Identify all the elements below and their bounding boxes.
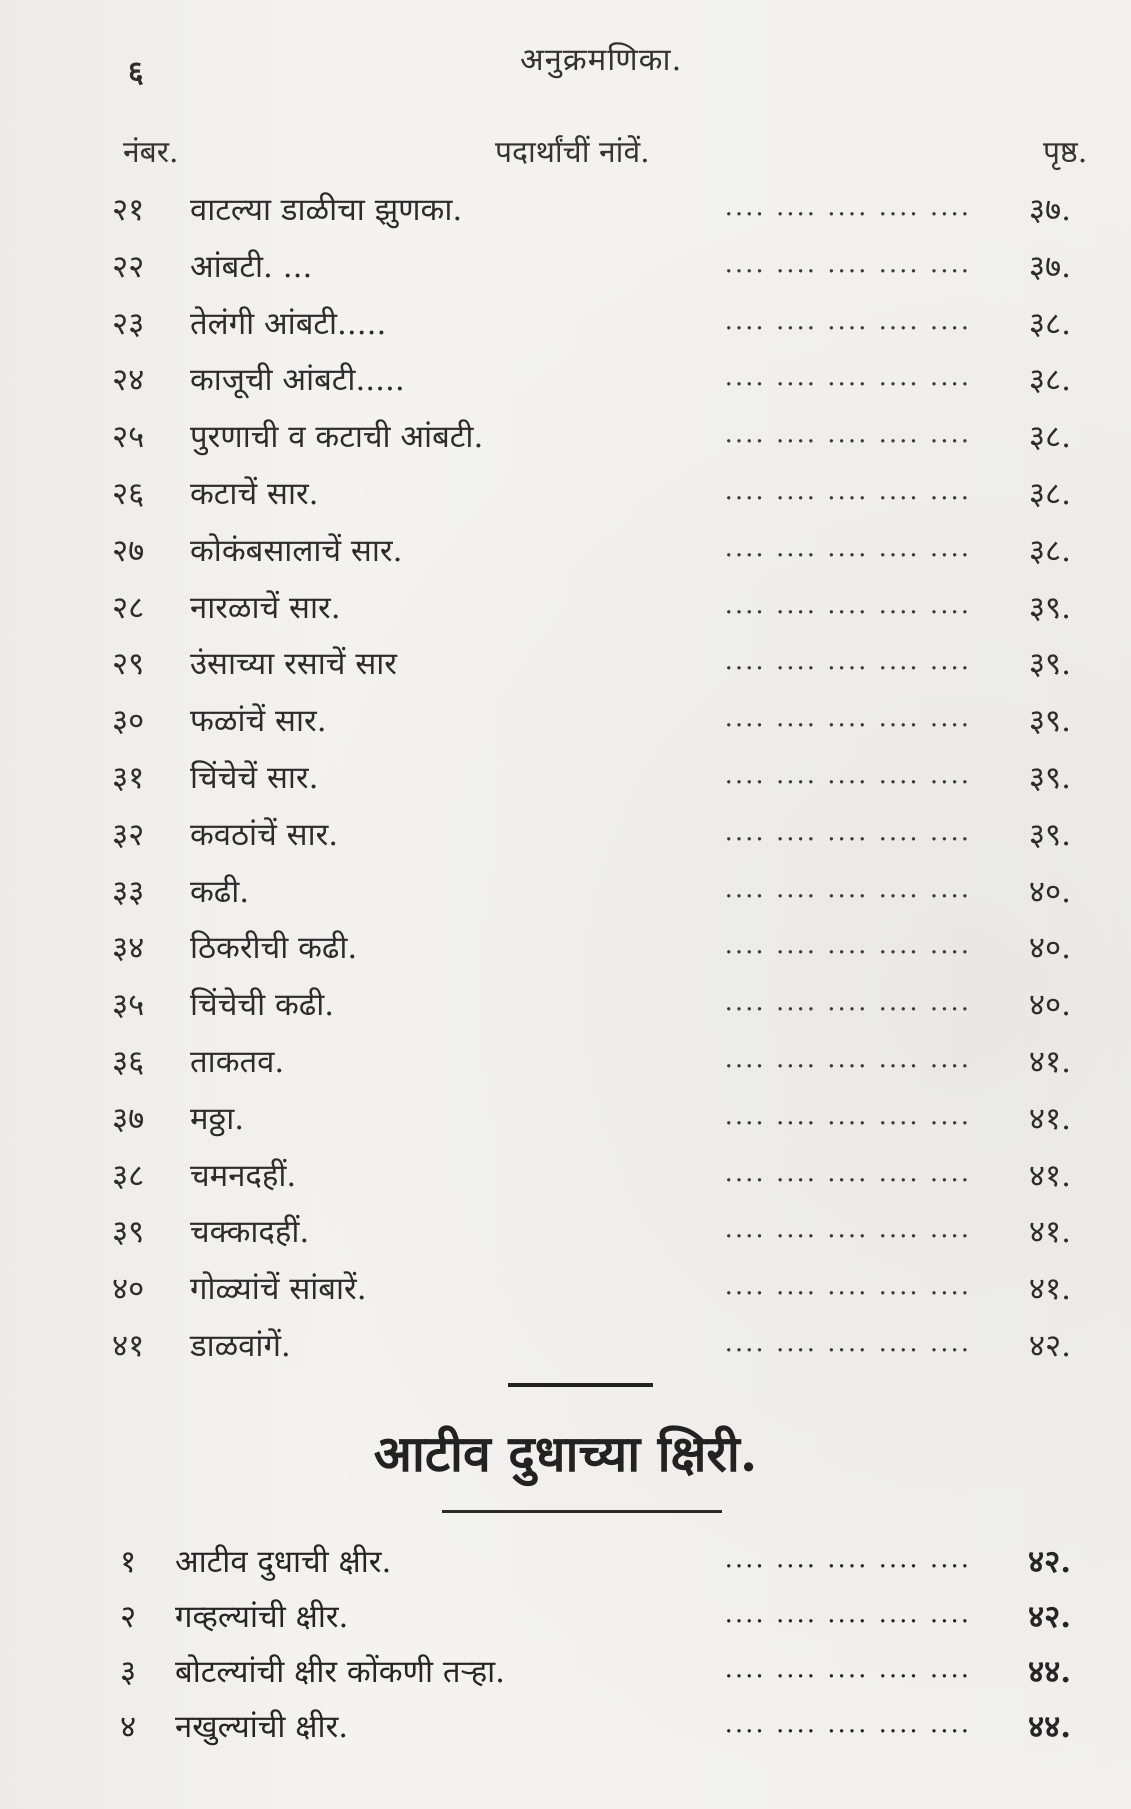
entry-number: ३९ bbox=[112, 1214, 145, 1250]
column-header-name: पदार्थांचीं नांवें. bbox=[495, 135, 650, 170]
entry-page: ३९. bbox=[1028, 760, 1071, 796]
entry-name: गोळ्यांचें सांबारें. bbox=[190, 1271, 367, 1307]
entry-page: ४१. bbox=[1028, 1158, 1071, 1194]
dot-leader: .... .... .... .... .... bbox=[724, 930, 971, 960]
entry-number: २ bbox=[120, 1599, 137, 1635]
toc-entry bbox=[0, 358, 1131, 414]
toc-entry bbox=[0, 245, 1131, 301]
entry-name: नारळाचें सार. bbox=[190, 590, 341, 626]
entry-page: ३८. bbox=[1028, 533, 1071, 569]
entry-page: ३८. bbox=[1028, 306, 1071, 342]
entry-page: ४१. bbox=[1028, 1271, 1071, 1307]
toc-entry bbox=[0, 813, 1131, 869]
entry-page: ३८. bbox=[1028, 419, 1071, 455]
entry-page: ३९. bbox=[1028, 817, 1071, 853]
section-divider-bottom bbox=[442, 1510, 722, 1513]
dot-leader: .... .... .... .... .... bbox=[724, 874, 971, 904]
entry-number: ३६ bbox=[112, 1044, 145, 1080]
dot-leader: .... .... .... .... .... bbox=[724, 703, 971, 733]
entry-page: ४१. bbox=[1028, 1044, 1071, 1080]
entry-name: काजूची आंबटी..... bbox=[190, 362, 405, 398]
entry-number: ३२ bbox=[112, 817, 145, 853]
entry-page: ३९. bbox=[1028, 590, 1071, 626]
dot-leader: .... .... .... .... .... bbox=[724, 760, 971, 790]
toc-entry bbox=[0, 1705, 1131, 1761]
entry-name: ठिकरीची कढी. bbox=[190, 930, 358, 966]
entry-number: २८ bbox=[112, 590, 145, 626]
toc-entry bbox=[0, 756, 1131, 812]
toc-entry bbox=[0, 1650, 1131, 1706]
toc-entry bbox=[0, 983, 1131, 1039]
entry-name: वाटल्या डाळीचा झुणका. bbox=[190, 192, 463, 228]
entry-name: मठ्ठा. bbox=[190, 1101, 245, 1137]
toc-entry bbox=[0, 699, 1131, 755]
dot-leader: .... .... .... .... .... bbox=[724, 419, 971, 449]
dot-leader: .... .... .... .... .... bbox=[724, 1044, 971, 1074]
entry-name: कवठांचें सार. bbox=[190, 817, 339, 853]
entry-name: कोकंबसालाचें सार. bbox=[190, 533, 403, 569]
entry-page: ३८. bbox=[1028, 362, 1071, 398]
dot-leader: .... .... .... .... .... bbox=[724, 817, 971, 847]
dot-leader: .... .... .... .... .... bbox=[724, 249, 971, 279]
toc-entry bbox=[0, 1040, 1131, 1096]
toc-entry bbox=[0, 926, 1131, 982]
entry-page: ३९. bbox=[1028, 646, 1071, 682]
dot-leader: .... .... .... .... .... bbox=[724, 1214, 971, 1244]
dot-leader: .... .... .... .... .... bbox=[724, 987, 971, 1017]
toc-entry bbox=[0, 1324, 1131, 1380]
entry-name: चक्कादहीं. bbox=[190, 1214, 310, 1250]
toc-entry bbox=[0, 1540, 1131, 1596]
entry-page: ४१. bbox=[1028, 1101, 1071, 1137]
entry-name: पुरणाची व कटाची आंबटी. bbox=[190, 419, 484, 455]
toc-entry bbox=[0, 1210, 1131, 1266]
entry-name: तेलंगी आंबटी..... bbox=[190, 306, 387, 342]
toc-entry bbox=[0, 302, 1131, 358]
entry-name: चिंचेचें सार. bbox=[190, 760, 319, 796]
entry-page: ३७. bbox=[1028, 249, 1071, 285]
entry-name: चमनदहीं. bbox=[190, 1158, 297, 1194]
entry-name: आटीव दुधाची क्षीर. bbox=[175, 1544, 392, 1580]
dot-leader: .... .... .... .... .... bbox=[724, 362, 971, 392]
entry-name: नखुल्यांची क्षीर. bbox=[175, 1709, 349, 1745]
entry-page: ४०. bbox=[1028, 930, 1071, 966]
entry-number: ३७ bbox=[112, 1101, 145, 1137]
dot-leader: .... .... .... .... .... bbox=[724, 533, 971, 563]
entry-number: ३८ bbox=[112, 1158, 145, 1194]
entry-name: उंसाच्या रसाचें सार bbox=[190, 646, 397, 682]
dot-leader: .... .... .... .... .... bbox=[724, 1709, 971, 1739]
entry-name: चिंचेची कढी. bbox=[190, 987, 335, 1023]
dot-leader: .... .... .... .... .... bbox=[724, 646, 971, 676]
entry-page: ३७. bbox=[1028, 192, 1071, 228]
toc-entry bbox=[0, 188, 1131, 244]
dot-leader: .... .... .... .... .... bbox=[724, 1599, 971, 1629]
dot-leader: .... .... .... .... .... bbox=[724, 1101, 971, 1131]
entry-page: ४२. bbox=[1028, 1328, 1071, 1364]
page-number: ६ bbox=[128, 55, 144, 90]
toc-entry bbox=[0, 415, 1131, 471]
entry-page: ४०. bbox=[1028, 874, 1071, 910]
toc-entry bbox=[0, 642, 1131, 698]
entry-number: २२ bbox=[112, 249, 145, 285]
toc-entry bbox=[0, 870, 1131, 926]
entry-name: कटाचें सार. bbox=[190, 476, 319, 512]
entry-name: फळांचें सार. bbox=[190, 703, 327, 739]
entry-number: २४ bbox=[112, 362, 145, 398]
entry-page: ४४. bbox=[1027, 1654, 1071, 1690]
entry-page: ३८. bbox=[1028, 476, 1071, 512]
entry-name: आंबटी. ... bbox=[190, 249, 313, 285]
dot-leader: .... .... .... .... .... bbox=[724, 1544, 971, 1574]
section-divider-top bbox=[508, 1383, 653, 1387]
entry-name: गव्हल्यांची क्षीर. bbox=[175, 1599, 349, 1635]
dot-leader: .... .... .... .... .... bbox=[724, 1158, 971, 1188]
dot-leader: .... .... .... .... .... bbox=[724, 1654, 971, 1684]
toc-entry bbox=[0, 1097, 1131, 1153]
entry-number: ४० bbox=[112, 1271, 145, 1307]
entry-number: १ bbox=[120, 1544, 137, 1580]
entry-name: कढी. bbox=[190, 874, 250, 910]
entry-number: २१ bbox=[112, 192, 145, 228]
entry-number: २७ bbox=[112, 533, 145, 569]
entry-page: ३९. bbox=[1028, 703, 1071, 739]
entry-name: डाळवांगें. bbox=[190, 1328, 291, 1364]
dot-leader: .... .... .... .... .... bbox=[724, 306, 971, 336]
entry-page: ४२. bbox=[1027, 1599, 1071, 1635]
entry-number: ३५ bbox=[112, 987, 145, 1023]
entry-number: २६ bbox=[112, 476, 145, 512]
entry-number: ३३ bbox=[112, 874, 145, 910]
toc-entry bbox=[0, 529, 1131, 585]
dot-leader: .... .... .... .... .... bbox=[724, 1271, 971, 1301]
entry-name: ताकतव. bbox=[190, 1044, 285, 1080]
toc-entry bbox=[0, 586, 1131, 642]
column-header-number: नंबर. bbox=[123, 135, 179, 170]
dot-leader: .... .... .... .... .... bbox=[724, 1328, 971, 1358]
entry-number: २९ bbox=[112, 646, 145, 682]
toc-entry bbox=[0, 1267, 1131, 1323]
toc-entry bbox=[0, 1154, 1131, 1210]
entry-page: ४०. bbox=[1028, 987, 1071, 1023]
entry-number: ३ bbox=[120, 1654, 137, 1690]
entry-page: ४४. bbox=[1027, 1709, 1071, 1745]
toc-entry bbox=[0, 1595, 1131, 1651]
entry-number: २३ bbox=[112, 306, 145, 342]
entry-page: ४१. bbox=[1028, 1214, 1071, 1250]
dot-leader: .... .... .... .... .... bbox=[724, 476, 971, 506]
page-title: अनुक्रमणिका. bbox=[520, 42, 683, 78]
entry-page: ४२. bbox=[1027, 1544, 1071, 1580]
column-header-page: पृष्ठ. bbox=[1043, 135, 1088, 170]
entry-number: ३१ bbox=[112, 760, 145, 796]
entry-number: ४ bbox=[120, 1709, 137, 1745]
entry-number: २५ bbox=[112, 419, 145, 455]
entry-number: ४१ bbox=[112, 1328, 145, 1364]
dot-leader: .... .... .... .... .... bbox=[724, 590, 971, 620]
section-title: आटीव दुधाच्या क्षिरी. bbox=[373, 1424, 758, 1483]
entry-number: ३४ bbox=[112, 930, 145, 966]
dot-leader: .... .... .... .... .... bbox=[724, 192, 971, 222]
toc-entry bbox=[0, 472, 1131, 528]
entry-number: ३० bbox=[112, 703, 145, 739]
entry-name: बोटल्यांची क्षीर कोंकणी तऱ्हा. bbox=[175, 1654, 506, 1690]
